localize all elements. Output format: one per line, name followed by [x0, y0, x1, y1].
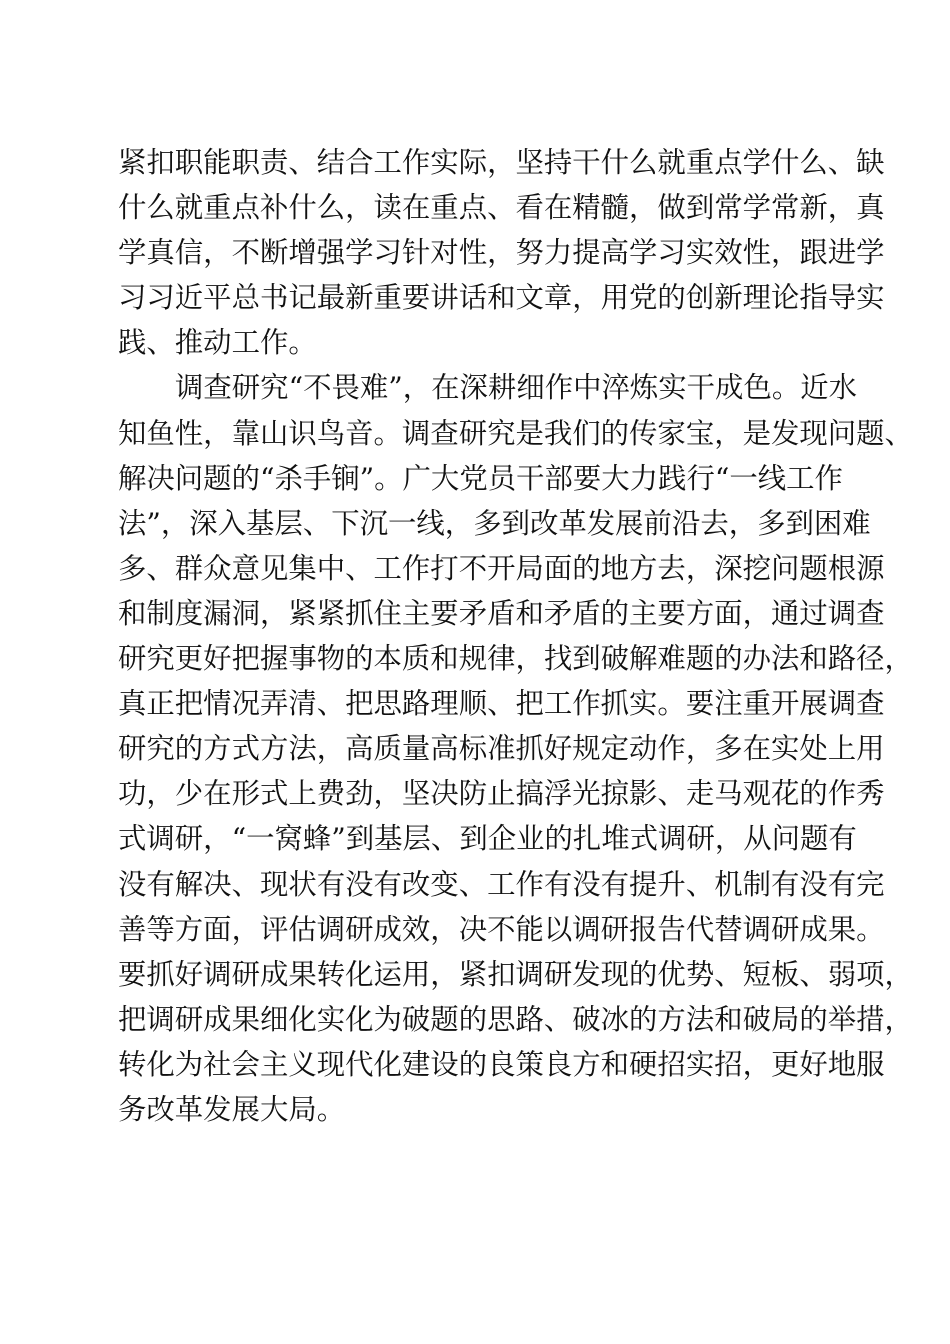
paragraph-line: 功，少在形式上费劲，坚决防止搞浮光掠影、走马观花的作秀 — [118, 777, 885, 811]
paragraph-line: 习习近平总书记最新重要讲话和文章，用党的创新理论指导实 — [118, 281, 885, 315]
paragraph-line: 调查研究“不畏难”，在深耕细作中淬炼实干成色。近水 — [175, 371, 858, 405]
paragraph-line: 务改革发展大局。 — [118, 1092, 346, 1126]
paragraph-line: 什么就重点补什么，读在重点、看在精髓，做到常学常新，真 — [118, 191, 885, 225]
paragraph-line: 要抓好调研成果转化运用，紧扣调研发现的优势、短板、弱项， — [118, 957, 913, 991]
paragraph-line: 没有解决、现状有没有改变、工作有没有提升、机制有没有完 — [118, 867, 885, 901]
paragraph-line: 多、群众意见集中、工作打不开局面的地方去，深挖问题根源 — [118, 551, 885, 585]
paragraph-line: 法”，深入基层、下沉一线，多到改革发展前沿去，多到困难 — [118, 506, 871, 540]
paragraph-line: 真正把情况弄清、把思路理顺、把工作抓实。要注重开展调查 — [118, 687, 885, 721]
paragraph-line: 践、推动工作。 — [118, 326, 317, 360]
paragraph-line: 紧扣职能职责、结合工作实际，坚持干什么就重点学什么、缺 — [118, 146, 885, 179]
paragraph-line: 和制度漏洞，紧紧抓住主要矛盾和矛盾的主要方面，通过调查 — [118, 596, 885, 630]
paragraph-line: 知鱼性，靠山识鸟音。调查研究是我们的传家宝，是发现问题、 — [118, 416, 913, 450]
paragraph-line: 学真信，不断增强学习针对性，努力提高学习实效性，跟进学 — [118, 236, 885, 270]
paragraph-line: 研究更好把握事物的本质和规律，找到破解难题的办法和路径， — [118, 642, 913, 676]
paragraph-line: 式调研，“一窝蜂”到基层、到企业的扎堆式调研，从问题有 — [118, 822, 857, 856]
document-body — [118, 140, 913, 1132]
paragraph-1 — [118, 140, 885, 365]
paragraph-line: 善等方面，评估调研成效，决不能以调研报告代替调研成果。 — [118, 912, 885, 946]
paragraph-line: 解决问题的“杀手锏”。广大党员干部要大力践行“一线工作 — [118, 461, 843, 495]
paragraph-2 — [118, 365, 913, 1132]
paragraph-line: 研究的方式方法，高质量高标准抓好规定动作，多在实处上用 — [118, 732, 885, 766]
paragraph-line: 转化为社会主义现代化建设的良策良方和硬招实招，更好地服 — [118, 1047, 885, 1081]
paragraph-line: 把调研成果细化实化为破题的思路、破冰的方法和破局的举措， — [118, 1002, 913, 1036]
